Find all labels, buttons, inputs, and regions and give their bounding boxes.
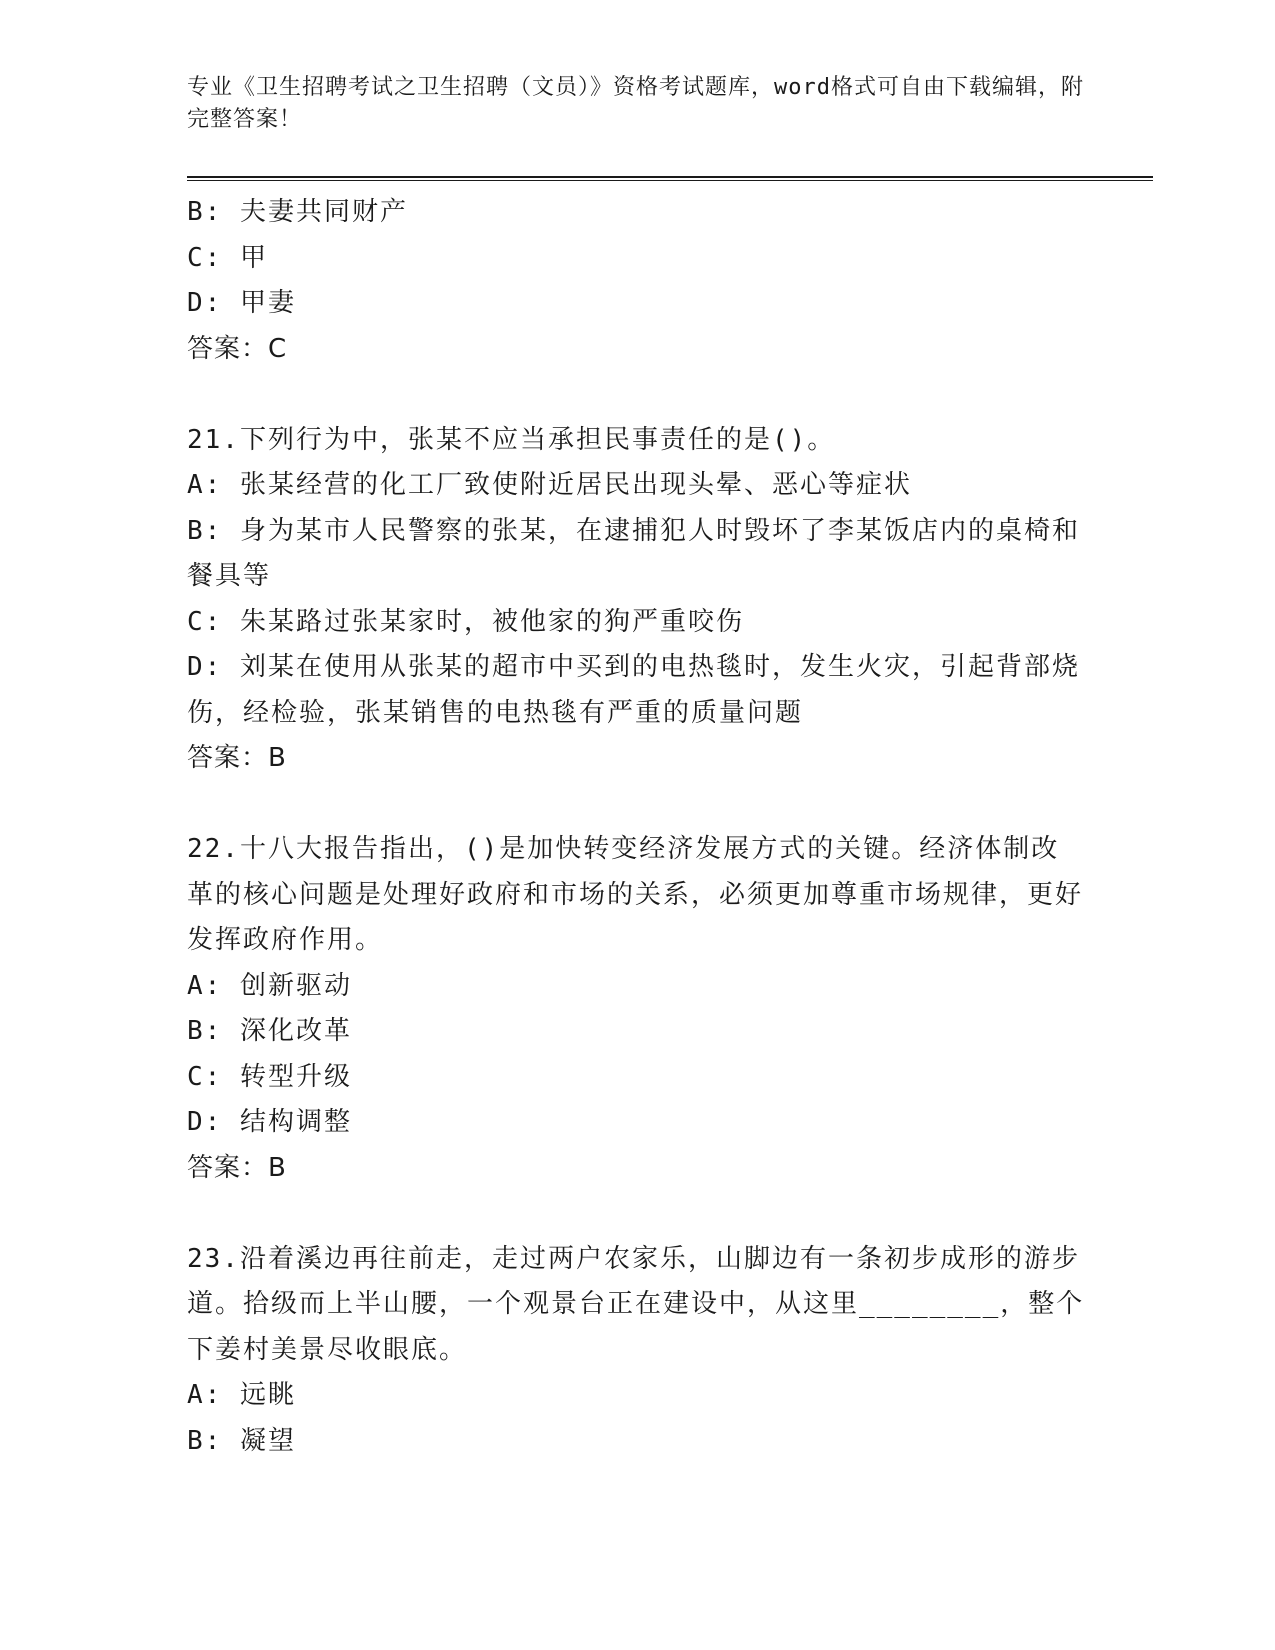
question-content <box>187 190 1087 1464</box>
question-stem: 21.下列行为中，张某不应当承担民事责任的是()。 <box>187 424 836 455</box>
header-divider-thick <box>187 176 1153 178</box>
answer-line: 答案：C <box>187 333 288 364</box>
option-b: B: 深化改革 <box>187 1016 352 1046</box>
answer-line: 答案：B <box>187 1152 287 1183</box>
spacer <box>187 782 1087 828</box>
header-divider <box>187 176 1153 182</box>
option-a: A: 创新驱动 <box>187 970 352 1001</box>
option-a: A: 远眺 <box>187 1380 296 1410</box>
option-b: B: 夫妻共同财产 <box>187 197 408 227</box>
header-divider-thin <box>187 180 1153 181</box>
option-b: B: 凝望 <box>187 1425 296 1456</box>
option-a: A: 张某经营的化工厂致使附近居民出现头晕、恶心等症状 <box>187 470 912 500</box>
question-stem: 23.沿着溪边再往前走，走过两户农家乐，山脚边有一条初步成形的游步道。拾级而上半山腰，一个观景台正在建设中，从这里________，整个下姜村美景尽收眼底。 <box>187 1243 1085 1365</box>
option-c: C: 甲 <box>187 242 268 273</box>
option-b: B: 身为某市人民警察的张某，在逮捕犯人时毁坏了李某饭店内的桌椅和餐具等 <box>187 515 1080 591</box>
question-block-22 <box>187 827 1087 1191</box>
spacer <box>187 1191 1087 1237</box>
answer-line: 答案：B <box>187 743 287 773</box>
option-d: D: 甲妻 <box>187 288 296 318</box>
spacer <box>187 372 1087 418</box>
option-c: C: 朱某路过张某家时，被他家的狗严重咬伤 <box>187 606 744 637</box>
document-page <box>187 0 1147 1650</box>
question-block-21 <box>187 418 1087 782</box>
document-header: 专业《卫生招聘考试之卫生招聘（文员）》资格考试题库，word格式可自由下载编辑，附完整答案！ <box>187 75 1084 132</box>
option-d: D: 刘某在使用从张某的超市中买到的电热毯时，发生火灾，引起背部烧伤，经检验，张某销售的电热毯有严重的质量问题 <box>187 652 1080 728</box>
option-c: C: 转型升级 <box>187 1061 352 1092</box>
question-stem: 22.十八大报告指出，()是加快转变经济发展方式的关键。经济体制改革的核心问题是处理好政府和市场的关系，必须更加尊重市场规律，更好发挥政府作用。 <box>187 834 1084 955</box>
option-d: D: 结构调整 <box>187 1107 352 1137</box>
question-block-23 <box>187 1237 1087 1465</box>
question-block-prev <box>187 190 1087 372</box>
